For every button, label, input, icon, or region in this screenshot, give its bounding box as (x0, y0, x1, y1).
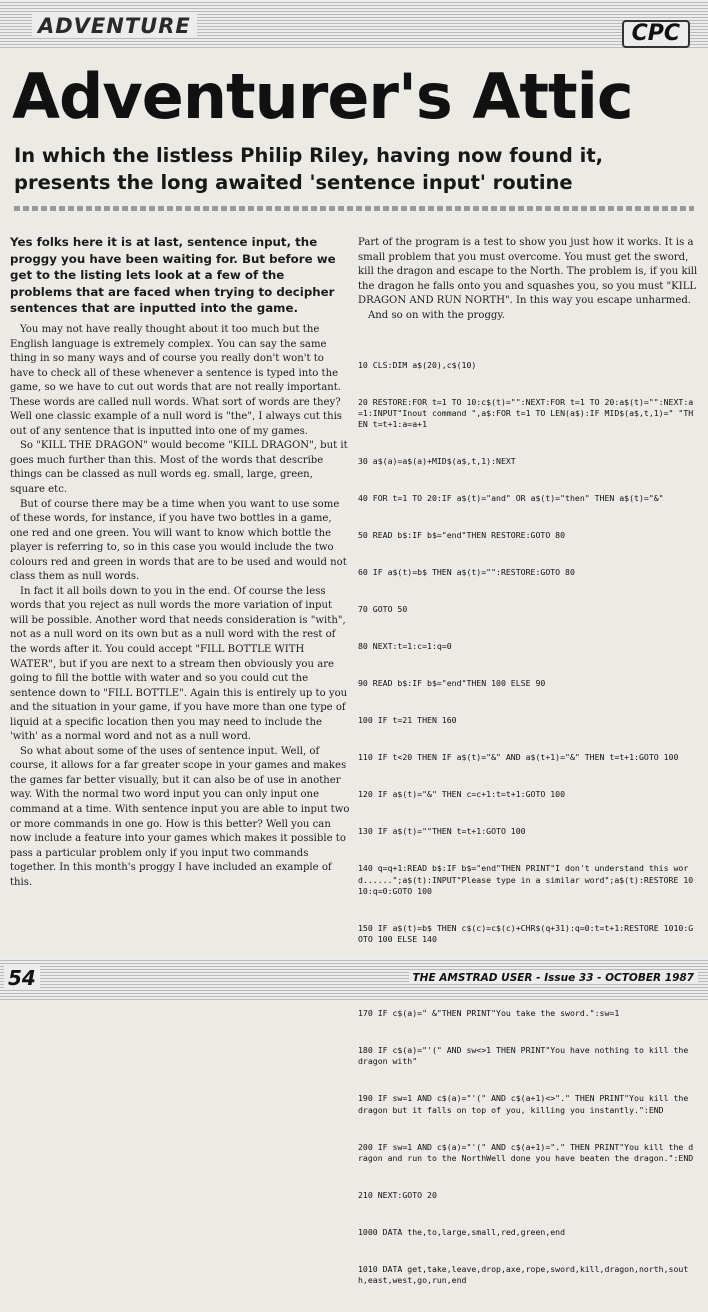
code-line: 1000 DATA the,to,large,small,red,green,end (358, 1226, 566, 1237)
code-line: 120 IF a$(t)="&" THEN c=c+1:t=t+1:GOTO 100 (358, 789, 566, 800)
article-title: Adventurer's Attic (12, 60, 633, 133)
basic-listing (358, 337, 698, 1312)
code-line: 20 RESTORE:FOR t=1 TO 10:c$(t)="":NEXT:FOR t=1 TO 20:a$(t)="":NEXT:a=1:INPUT"Inout command ",a$:FOR t=1 TO LEN(a$):IF MID$(a$,t,1)=" "THEN t=t+1:a=a+1 (358, 396, 694, 430)
code-line: 50 READ b$:IF b$="end"THEN RESTORE:GOTO 80 (358, 530, 566, 541)
platform-badge: CPC (622, 20, 690, 48)
code-line: 210 NEXT:GOTO 20 (358, 1189, 437, 1200)
section-label: ADVENTURE (32, 14, 197, 38)
body-paragraph: You may not have really thought about it too much but the English language is extremely complex. You can say the same thing in so many ways and of course you really don't won't to have to check all of these whenever a sentence is typed into the game, so we have to cut out words that are not really important. These words are called null words. What sort of words are they? Well one classic example of a null word is "the", I always cut this out of any sentence that is inputted into one of my games. (10, 323, 342, 437)
body-paragraph: Part of the program is a test to show you just how it works. It is a small problem that you must overcome. You must get the sword, kill the dragon and escape to the North. The problem is, if you kill the dragon he falls onto you and squashes you, so you must "KILL DRAGON AND RUN NORTH". In this way you escape unharmed. (358, 237, 698, 307)
code-line: 110 IF t<20 THEN IF a$(t)="&" AND a$(t+1)="&" THEN t=t+1:GOTO 100 (358, 752, 679, 763)
code-line: 140 q=q+1:READ b$:IF b$="end"THEN PRINT"I don't understand this word......";a$(t):INPUT"Please type in a similar word";a$(t):RESTORE 1010:q=0:GOTO 100 (358, 863, 694, 896)
code-line: 90 READ b$:IF b$="end"THEN 100 ELSE 90 (358, 678, 546, 689)
body-paragraph: And so on with the proggy. (368, 309, 505, 321)
code-line: 150 IF a$(t)=b$ THEN c$(c)=c$(c)+CHR$(q+31):q=0:t=t+1:RESTORE 1010:GOTO 100 ELSE 140 (358, 922, 694, 945)
code-line: 180 IF c$(a)="'(" AND sw<>1 THEN PRINT"You have nothing to kill the dragon with" (358, 1045, 694, 1067)
body-paragraph: So "KILL THE DRAGON" would become "KILL DRAGON", but it goes much further than this. Most of the words that describe things can be classed as null words eg. small, large, green, square etc. (10, 440, 348, 495)
lead-paragraph: Yes folks here it is at last, sentence input, the proggy you have been waiting for. But before we get to the listing lets look at a few of the problems that are faced when trying to decipher sentences that are inputted into the game. (10, 235, 336, 316)
code-line: 100 IF t=21 THEN 160 (358, 715, 457, 726)
code-line: 60 IF a$(t)=b$ THEN a$(t)="":RESTORE:GOTO 80 (358, 567, 575, 578)
code-line: 1010 DATA get,take,leave,drop,axe,rope,sword,kill,dragon,north,south,east,west,go,run,end (358, 1263, 689, 1286)
code-line: 190 IF sw=1 AND c$(a)="'(" AND c$(a+1)<>"." THEN PRINT"You kill the dragon but it falls on top of you, killing you instantly.":END (358, 1093, 694, 1115)
code-line: 70 GOTO 50 (358, 604, 408, 615)
article-standfirst: In which the listless Philip Riley, having now found it, presents the long awaited 'sentence input' routine (14, 144, 604, 194)
left-column (10, 226, 350, 890)
divider-rule (14, 206, 694, 211)
page-number: 54 (4, 966, 40, 990)
body-paragraph: But of course there may be a time when you want to use some of these words, for instance, if you have two bottles in a game, one red and one green. You will want to know which bottle the player is referring to, so in this case you would include the two colours red and green in words that are to be used and would not class them as null words. (10, 498, 347, 583)
body-paragraph: In fact it all boils down to you in the end. Of course the less words that you reject as null words the more variation of input will be possible. Another word that needs consideration is "with", not as a null word on its own but as a null word with the rest of the words after it. You could accept "FILL BOTTLE WITH WATER", but if you are next to a stream then obviously you are going to fill the bottle with water and so you could cut the sentence down to "FILL BOTTLE". Again this is entirely up to you and the situation in your game, if you have more than one type of liquid at a specific location then you may need to include the 'with' as a normal word and not as a null word. (10, 585, 348, 743)
code-line: 130 IF a$(t)=""THEN t=t+1:GOTO 100 (358, 826, 526, 837)
code-line: 200 IF sw=1 AND c$(a)="'(" AND c$(a+1)="." THEN PRINT"You kill the dragon and run to the NorthWell done you have beaten the dragon.":END (358, 1141, 694, 1163)
code-line: 30 a$(a)=a$(a)+MID$(a$,t,1):NEXT (358, 456, 516, 467)
magazine-issue-footer: THE AMSTRAD USER - Issue 33 - OCTOBER 1987 (409, 972, 698, 984)
code-line: 40 FOR t=1 TO 20:IF a$(t)="and" OR a$(t)="then" THEN a$(t)="&" (358, 493, 664, 504)
code-line: 10 CLS:DIM a$(20),c$(10) (358, 359, 477, 370)
right-column (358, 236, 698, 1312)
code-line: 170 IF c$(a)=" &"THEN PRINT"You take the sword.":sw=1 (358, 1008, 620, 1019)
code-line: 80 NEXT:t=1:c=1:q=0 (358, 641, 452, 652)
body-paragraph: So what about some of the uses of sentence input. Well, of course, it allows for a far greater scope in your games and makes the games far better visually, but it can also be of use in another way. With the normal two word input you can only input one command at a time. With sentence input you are able to input two or more commands in one go. How is this better? Well you can now include a feature into your games which makes it possible to pass a particular problem only if you input two commands together. In this month's proggy I have included an example of this. (10, 745, 350, 888)
